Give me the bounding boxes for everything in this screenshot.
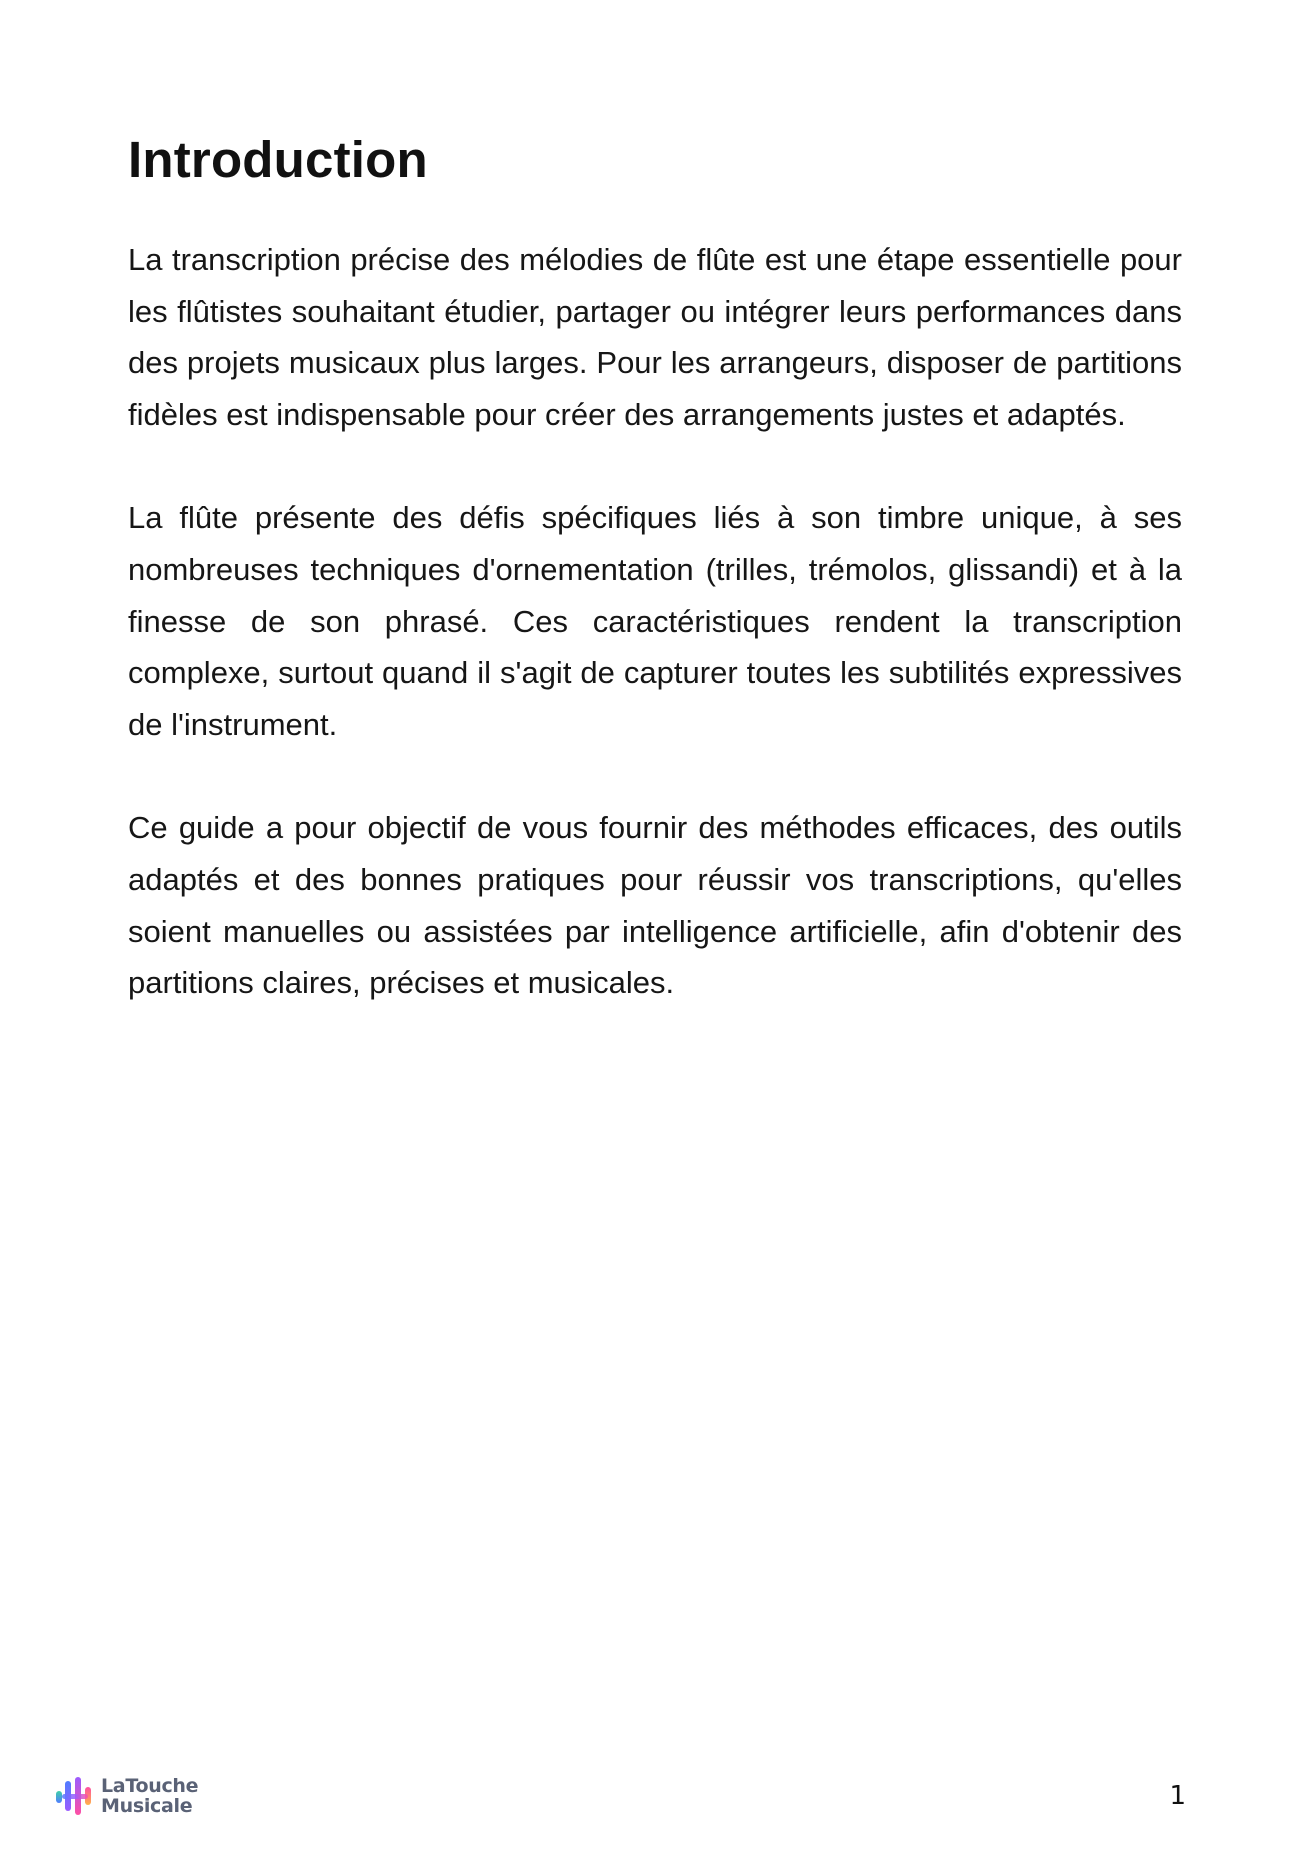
equalizer-logo-icon: [54, 1775, 94, 1817]
logo-wordmark: [101, 1776, 198, 1816]
intro-paragraph-1: La transcription précise des mélodies de flûte est une étape essentielle pour les flûtistes souhaitant étudier, partager ou intégrer leurs performances dans des projets musicaux plus larges. Pour les arrangeurs, disposer de partitions fidèles est indispensable pour créer des arrangements justes et adaptés.: [128, 242, 1182, 432]
section-title: Introduction: [128, 131, 428, 188]
logo-line-1: LaTouche: [101, 1775, 199, 1797]
page-content: [128, 128, 1182, 1009]
logo-line-2: Musicale: [101, 1795, 193, 1817]
footer-logo: [54, 1774, 198, 1818]
page-number: 1: [1169, 1781, 1186, 1811]
intro-paragraph-2: La flûte présente des défis spécifiques liés à son timbre unique, à ses nombreuses techniques d'ornementation (trilles, trémolos, glissandi) et à la finesse de son phrasé. Ces caractéristiques rendent la transcription complexe, surtout quand il s'agit de capturer toutes les subtilités expressives de l'instrument.: [128, 500, 1182, 742]
intro-paragraph-3: Ce guide a pour objectif de vous fournir des méthodes efficaces, des outils adaptés et des bonnes pratiques pour réussir vos transcriptions, qu'elles soient manuelles ou assistées par intelligence artificielle, afin d'obtenir des partitions claires, précises et musicales.: [128, 810, 1182, 1001]
